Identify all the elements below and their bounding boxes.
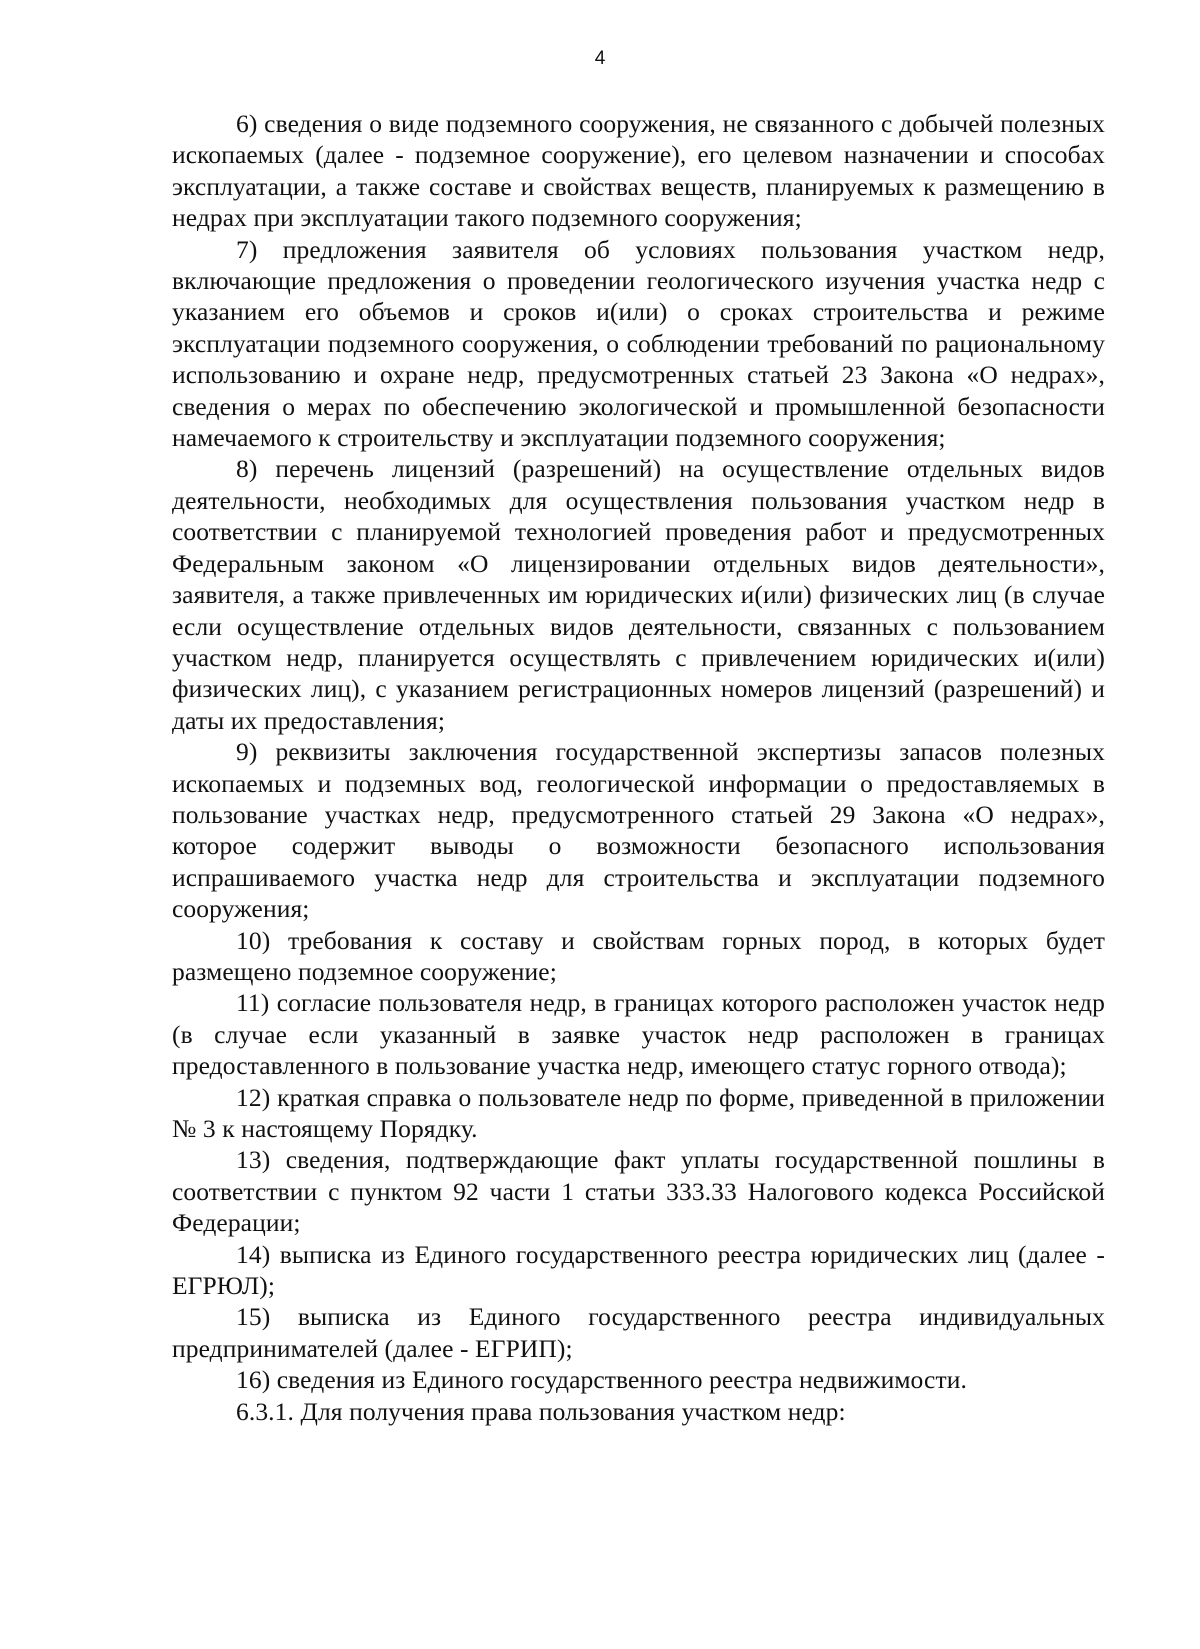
paragraph-item-12: 12) краткая справка о пользователе недр по форме, приведенной в приложении № 3 к настоящему Порядку. [172,1082,1105,1143]
paragraph-item-7: 7) предложения заявителя об условиях пользования участком недр, включающие предложения о проведении геологического изучения участка недр с указанием его объемов и сроков и(или) о сроках строительства и режиме эксплуатации подземного сооружения, о соблюдении требований по рациональному использованию и охране недр, предусмотренных статьей 23 Закона «О недрах», сведения о мерах по обеспечению экологической и промышленной безопасности намечаемого к строительству и эксплуатации подземного сооружения; [172,234,1105,453]
section-heading-6-3-1: 6.3.1. Для получения права пользования участком недр: [236,1396,846,1426]
paragraph-item-16: 16) сведения из Единого государственного реестра недвижимости. [236,1365,967,1395]
paragraph-item-6: 6) сведения о виде подземного сооружения, не связанного с добычей полезных ископаемых (далее - подземное сооружение), его целевом назначении и способах эксплуатации, а также составе и свойствах веществ, планируемых к размещению в недрах при эксплуатации такого подземного сооружения; [172,109,1105,233]
document-body [172,108,1105,1427]
paragraph-item-11: 11) согласие пользователя недр, в границах которого расположен участок недр (в случае если указанный в заявке участок недр расположен в границах предоставленного в пользование участка недр, имеющего статус горного отвода); [172,988,1105,1081]
paragraph-item-9: 9) реквизиты заключения государственной экспертизы запасов полезных ископаемых и подземных вод, геологической информации о предоставляемых в пользование участках недр, предусмотренного статьей 29 Закона «О недрах», которое содержит выводы о возможности безопасного использования испрашиваемого участка недр для строительства и эксплуатации подземного сооружения; [172,737,1105,924]
paragraph-item-8: 8) перечень лицензий (разрешений) на осуществление отдельных видов деятельности, необходимых для осуществления пользования участком недр в соответствии с планируемой технологией проведения работ и предусмотренных Федеральным законом «О лицензировании отдельных видов деятельности», заявителя, а также привлеченных им юридических и(или) физических лиц (в случае если осуществление отдельных видов деятельности, связанных с пользованием участком недр, планируется осуществлять с привлечением юридических и(или) физических лиц), с указанием регистрационных номеров лицензий (разрешений) и даты их предоставления; [172,454,1105,735]
paragraph-item-13: 13) сведения, подтверждающие факт уплаты государственной пошлины в соответствии с пунктом 92 части 1 статьи 333.33 Налогового кодекса Российской Федерации; [172,1145,1105,1238]
paragraph-item-10: 10) требования к составу и свойствам горных пород, в которых будет размещено подземное сооружение; [172,925,1105,986]
paragraph-item-15: 15) выписка из Единого государственного реестра индивидуальных предпринимателей (далее - ЕГРИП); [172,1302,1105,1363]
page-number: 4 [594,48,606,69]
paragraph-item-14: 14) выписка из Единого государственного реестра юридических лиц (далее - ЕГРЮЛ); [172,1239,1105,1301]
